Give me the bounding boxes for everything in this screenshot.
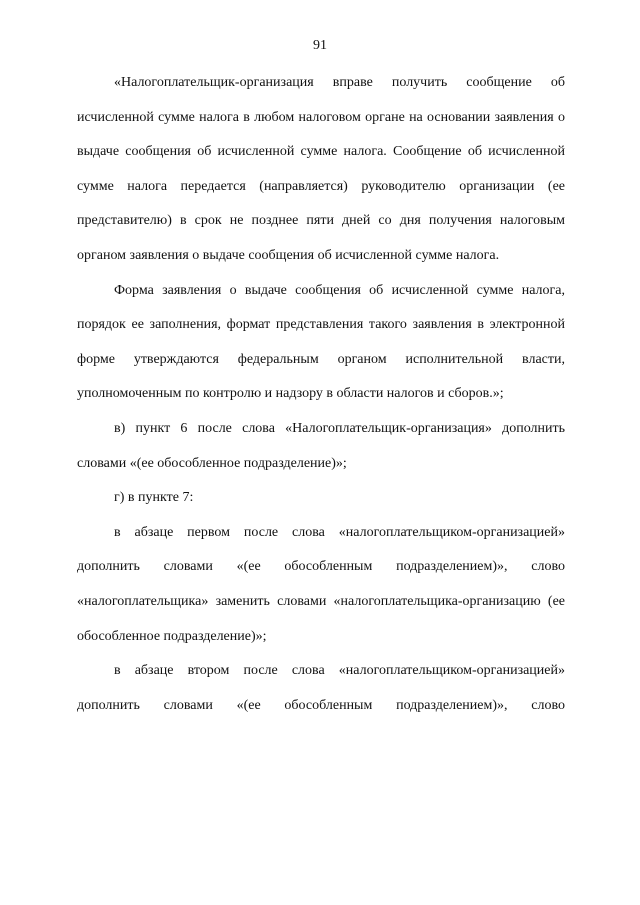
- paragraph-second-abzac: в абзаце втором после слова «налогоплательщиком-организацией» дополнить словами «(ее обособленным подразделением)», слово: [77, 663, 565, 713]
- paragraph-first-abzac: в абзаце первом после слова «налогоплательщиком-организацией» дополнить словами «(ее обособленным подразделением)», слово «налогоплательщика» заменить словами «налогоплательщика-организацию (ее обособленное подразделение)»;: [77, 524, 565, 644]
- paragraph-tax-notice: «Налогоплательщик-организация вправе получить сообщение об исчисленной сумме налога в любом налоговом органе на основании заявления о выдаче сообщения об исчисленной сумме налога. Сообщение об исчисленной сумме налога передается (направляется) руководителю организации (ее представителю) в срок не позднее пяти дней со дня получения налоговым органом заявления о выдаче сообщения об исчисленной сумме налога.: [77, 75, 565, 263]
- paragraph-item-g: г) в пункте 7:: [114, 490, 194, 506]
- document-body: [77, 66, 565, 723]
- paragraph-item-v: в) пункт 6 после слова «Налогоплательщик-организация» дополнить словами «(ее обособленное подразделение)»;: [77, 420, 565, 471]
- page-number: 91: [313, 38, 327, 53]
- paragraph-application-form: Форма заявления о выдаче сообщения об исчисленной сумме налога, порядок ее заполнения, формат представления такого заявления в электронной форме утверждаются федеральным органом исполнительной власти, уполномоченным по контролю и надзору в области налогов и сборов.»;: [77, 282, 565, 402]
